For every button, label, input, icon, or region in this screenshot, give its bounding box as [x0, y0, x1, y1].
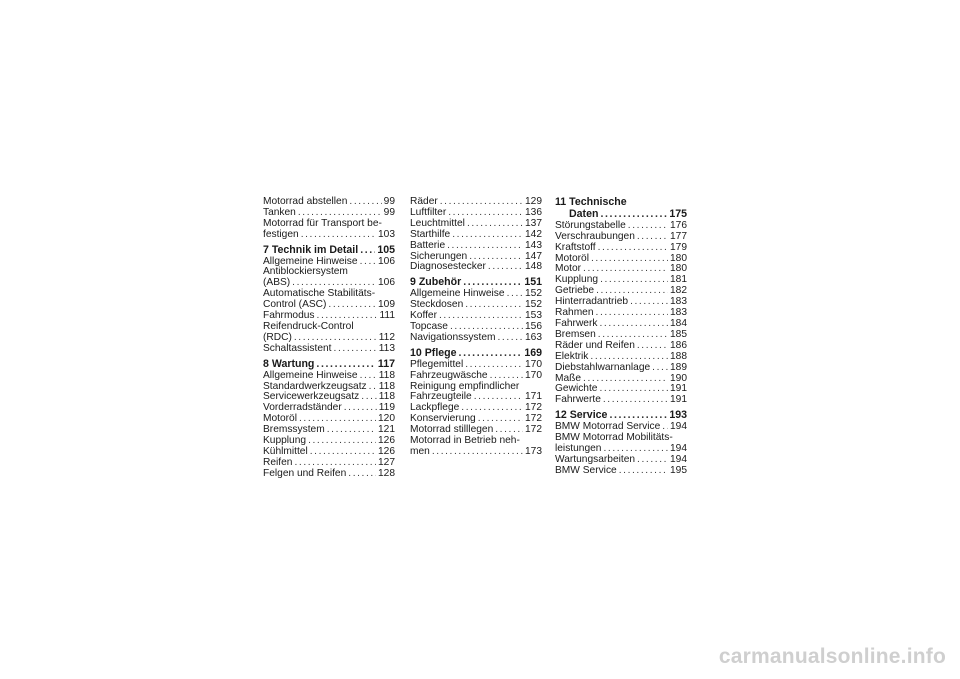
toc-page-number: 117 [377, 357, 395, 370]
toc-entry-title: Wartungsarbeiten [555, 453, 636, 465]
toc-entry-continuation: Motorrad für Transport be- [263, 217, 382, 229]
toc-entry-title: Störungstabelle [555, 219, 626, 231]
toc-entry-title: (RDC) [263, 331, 292, 343]
toc-page-number: 172 [525, 402, 542, 414]
toc-page-number: 127 [378, 456, 395, 468]
toc-page-number: 170 [525, 358, 542, 370]
toc-page-number: 99 [383, 206, 395, 218]
leader-dots [308, 436, 376, 447]
toc-entry-title: Motoröl [555, 252, 589, 264]
toc-entry-title: Kupplung [263, 435, 307, 447]
toc-entry[interactable] [555, 243, 687, 254]
toc-page-number: 126 [378, 445, 395, 457]
toc-entry-continuation: Motorrad in Betrieb neh- [410, 435, 520, 447]
toc-entry-title: Allgemeine Hinweise [263, 255, 358, 267]
toc-page-number: 112 [378, 331, 395, 343]
toc-page-number: 194 [670, 453, 687, 465]
toc-entry[interactable] [410, 333, 542, 344]
leader-dots [432, 447, 523, 458]
leader-dots [600, 275, 668, 286]
toc-page-number: 126 [378, 435, 395, 447]
leader-dots [344, 403, 377, 414]
toc-page-number: 177 [670, 230, 687, 242]
toc-page-number: 99 [383, 196, 395, 207]
leader-dots [440, 197, 523, 208]
toc-entry-title: Tanken [263, 206, 296, 218]
toc-entry[interactable] [555, 466, 687, 477]
leader-dots [600, 209, 667, 220]
leader-dots [465, 300, 523, 311]
toc-section-heading: 11 Technische [555, 196, 627, 208]
toc-entry[interactable] [555, 232, 687, 243]
toc-page-number: 179 [670, 241, 687, 253]
toc-entry-title: Fahrwerte [555, 394, 601, 406]
toc-page-number: 147 [525, 250, 542, 262]
leader-dots [637, 232, 668, 243]
toc-entry[interactable] [410, 371, 542, 382]
toc-page-number: 121 [378, 424, 395, 436]
leader-dots [590, 352, 668, 363]
toc-page-number: 186 [670, 339, 687, 351]
toc-page-number: 163 [525, 331, 542, 343]
toc-page-number: 152 [525, 288, 542, 300]
toc-entry-title: 10 Pflege [410, 346, 457, 359]
toc-entry[interactable] [410, 447, 542, 458]
leader-dots [334, 344, 377, 355]
leader-dots [488, 262, 523, 273]
watermark-text: carmanualsonline.info [718, 645, 946, 668]
toc-page-number: 195 [670, 464, 687, 476]
toc-entry-title: Lackpflege [410, 402, 460, 414]
toc-entry-title: Kraftstoff [555, 241, 596, 253]
toc-entry-title: Standardwerkzeugsatz [263, 380, 367, 392]
toc-entry-continuation: Reifendruck-Control [263, 320, 354, 332]
toc-entry-title: Fahrmodus [263, 310, 315, 322]
leader-dots [360, 245, 375, 256]
toc-page-number: 148 [525, 261, 542, 273]
leader-dots [327, 425, 376, 436]
toc-entry-title: Control (ASC) [263, 299, 327, 311]
toc-page-number: 128 [378, 467, 395, 479]
toc-entry-title: leistungen [555, 442, 602, 454]
toc-page-number: 194 [670, 421, 687, 433]
leader-dots [467, 219, 523, 230]
toc-page-number: 136 [525, 206, 542, 218]
leader-dots [599, 319, 668, 330]
toc-column-3 [555, 197, 687, 477]
leader-dots [630, 297, 668, 308]
toc-entry[interactable] [263, 344, 395, 355]
toc-page-number: 119 [378, 402, 395, 414]
leader-dots [349, 197, 381, 208]
toc-page-number: 182 [670, 285, 687, 297]
toc-entry-title: Kupplung [555, 274, 599, 286]
toc-entry-title: Allgemeine Hinweise [263, 369, 358, 381]
toc-section-heading[interactable] [410, 348, 542, 359]
toc-entry-title: Leuchtmittel [410, 217, 465, 229]
toc-page-number: 152 [525, 299, 542, 311]
toc-page-number: 183 [670, 296, 687, 308]
leader-dots [348, 469, 376, 480]
toc-entry-title: Motoröl [263, 413, 297, 425]
toc-entry-title: Reifen [263, 456, 293, 468]
toc-page-number: 194 [670, 442, 687, 454]
leader-dots [490, 371, 523, 382]
toc-entry-continuation: Reinigung empfindlicher [410, 380, 520, 392]
toc-entry-title: Fahrwerk [555, 317, 598, 329]
leader-dots [507, 289, 523, 300]
toc-page-number: 180 [670, 252, 687, 264]
toc-entry-title: Hinterradantrieb [555, 296, 629, 308]
toc-section-heading[interactable] [263, 359, 395, 370]
leader-dots [598, 243, 668, 254]
leader-dots [360, 257, 376, 268]
toc-entry-continuation: Automatische Stabilitäts- [263, 288, 376, 300]
leader-dots [652, 363, 668, 374]
toc-page-number: 188 [670, 350, 687, 362]
toc-entry-title: Batterie [410, 239, 446, 251]
toc-page-number: 153 [525, 310, 542, 322]
leader-dots [452, 230, 523, 241]
toc-entry-title: Topcase [410, 320, 448, 332]
toc-entry[interactable] [410, 230, 542, 241]
toc-page-number: 190 [670, 372, 687, 384]
leader-dots [465, 360, 523, 371]
toc-entry-title: Fahrzeugteile [410, 391, 472, 403]
toc-page-number: 184 [670, 317, 687, 329]
leader-dots [316, 359, 376, 370]
toc-entry-title: 7 Technik im Detail [263, 243, 359, 256]
leader-dots [369, 382, 377, 393]
leader-dots [360, 371, 377, 382]
toc-page-number: 137 [525, 217, 542, 229]
toc-entry-title: Navigationssystem [410, 331, 496, 343]
toc-entry[interactable] [263, 230, 395, 241]
toc-page-number: 175 [669, 207, 687, 220]
leader-dots [637, 455, 668, 466]
leader-dots [328, 300, 376, 311]
toc-page-number: 111 [379, 310, 395, 322]
toc-entry-title: Rahmen [555, 307, 594, 319]
toc-entry-title: Bremssystem [263, 424, 325, 436]
toc-entry-title: Räder und Reifen [555, 339, 635, 351]
toc-entry-title: Pflegemittel [410, 358, 464, 370]
toc-page-number: 106 [378, 277, 395, 289]
toc-entry-title: Motorrad abstellen [263, 196, 348, 207]
toc-page-number: 109 [378, 299, 395, 311]
toc-section-heading[interactable] [555, 209, 687, 220]
leader-dots [361, 392, 376, 403]
toc-page-number: 191 [670, 383, 687, 395]
toc-page-number: 143 [525, 239, 542, 251]
leader-dots [463, 277, 522, 288]
toc-entry-title: Konservierung [410, 413, 476, 425]
toc-entry-title: Verschraubungen [555, 230, 635, 242]
toc-entry[interactable] [555, 352, 687, 363]
toc-page-number: 181 [670, 274, 687, 286]
toc-page-number: 172 [525, 413, 542, 425]
toc-entry-title: Diebstahlwarnanlage [555, 361, 651, 373]
toc-entry-title: Daten [569, 207, 599, 220]
toc-entry[interactable] [410, 360, 542, 371]
toc-entry-title: Luftfilter [410, 206, 447, 218]
leader-dots [603, 395, 668, 406]
toc-page-number: 120 [378, 413, 395, 425]
toc-page-number: 170 [525, 369, 542, 381]
toc-entry-title: Getriebe [555, 285, 595, 297]
toc-entry-title: Räder [410, 196, 438, 207]
toc-entry-title: 8 Wartung [263, 357, 315, 370]
toc-page-number: 118 [378, 369, 395, 381]
toc-column-1 [263, 197, 395, 480]
toc-entry-title: Diagnosestecker [410, 261, 486, 273]
toc-page-number: 142 [525, 228, 542, 240]
toc-entry[interactable] [263, 371, 395, 382]
toc-page-number: 156 [525, 320, 542, 332]
leader-dots [619, 466, 668, 477]
toc-entry-title: Bremsen [555, 328, 596, 340]
toc-page-number: 129 [525, 196, 542, 207]
toc-entry[interactable] [263, 469, 395, 480]
toc-entry[interactable] [410, 262, 542, 273]
toc-page-number: 171 [525, 391, 542, 403]
toc-page-number: 180 [670, 263, 687, 275]
toc-entry[interactable] [555, 395, 687, 406]
toc-entry-title: (ABS) [263, 277, 291, 289]
toc-entry-title: Servicewerkzeugsatz [263, 391, 360, 403]
leader-dots [591, 254, 668, 265]
toc-entry-title: Elektrik [555, 350, 589, 362]
leader-dots [599, 384, 668, 395]
toc-entry-title: festigen [263, 228, 299, 240]
toc-page-number: 193 [669, 409, 687, 422]
toc-page-number: 189 [670, 361, 687, 373]
leader-dots [310, 447, 376, 458]
leader-dots [447, 241, 523, 252]
leader-dots [637, 341, 668, 352]
toc-column-2 [410, 197, 542, 458]
toc-page-number: 172 [525, 424, 542, 436]
toc-entry-title: BMW Motorrad Service [555, 421, 661, 433]
toc-entry-title: Kühlmittel [263, 445, 308, 457]
toc-entry-title: Starthilfe [410, 228, 451, 240]
toc-section-heading[interactable] [410, 277, 542, 288]
toc-page-number: 118 [378, 380, 395, 392]
toc-entry-title: 9 Zubehör [410, 276, 462, 289]
toc-entry-continuation: BMW Motorrad Mobilitäts- [555, 432, 673, 444]
toc-entry-title: Sicherungen [410, 250, 468, 262]
toc-entry-title: 12 Service [555, 409, 608, 422]
toc-page-number: 103 [378, 228, 395, 240]
leader-dots [459, 348, 523, 359]
leader-dots [439, 311, 523, 322]
toc-entry-title: Vorderradständer [263, 402, 342, 414]
leader-dots [609, 410, 667, 421]
toc-page-number: 113 [378, 342, 395, 354]
toc-page-number: 118 [378, 391, 395, 403]
toc-page-number: 169 [524, 346, 542, 359]
toc-entry-title: Fahrzeugwäsche [410, 369, 488, 381]
toc-page-number: 106 [378, 255, 395, 267]
leader-dots [301, 230, 376, 241]
toc-entry-title: BMW Service [555, 464, 617, 476]
toc-entry-title: men [410, 445, 430, 457]
toc-page-number: 191 [670, 394, 687, 406]
toc-entry[interactable] [410, 241, 542, 252]
toc-page-number: 185 [670, 328, 687, 340]
toc-entry-title: Motor [555, 263, 582, 275]
toc-entry-title: Felgen und Reifen [263, 467, 347, 479]
toc-page-number: 105 [377, 243, 395, 256]
leader-dots [474, 392, 523, 403]
toc-entry-title: Allgemeine Hinweise [410, 288, 505, 300]
toc-section-heading[interactable] [263, 245, 395, 256]
toc-entry-title: Schaltassistent [263, 342, 332, 354]
toc-entry-title: Maße [555, 372, 582, 384]
toc-entry-title: Motorrad stilllegen [410, 424, 494, 436]
toc-entry-continuation: Antiblockiersystem [263, 266, 348, 278]
leader-dots [498, 333, 524, 344]
toc-page-number: 151 [524, 276, 542, 289]
toc-section-heading[interactable] [555, 410, 687, 421]
toc-entry[interactable] [555, 363, 687, 374]
toc-entry-title: Koffer [410, 310, 437, 322]
toc-page-number: 176 [670, 219, 687, 231]
toc-entry-title: Steckdosen [410, 299, 464, 311]
toc-page-number: 183 [670, 307, 687, 319]
toc-page-number: 173 [525, 445, 542, 457]
toc-entry-title: Gewichte [555, 383, 598, 395]
leader-dots [596, 308, 668, 319]
